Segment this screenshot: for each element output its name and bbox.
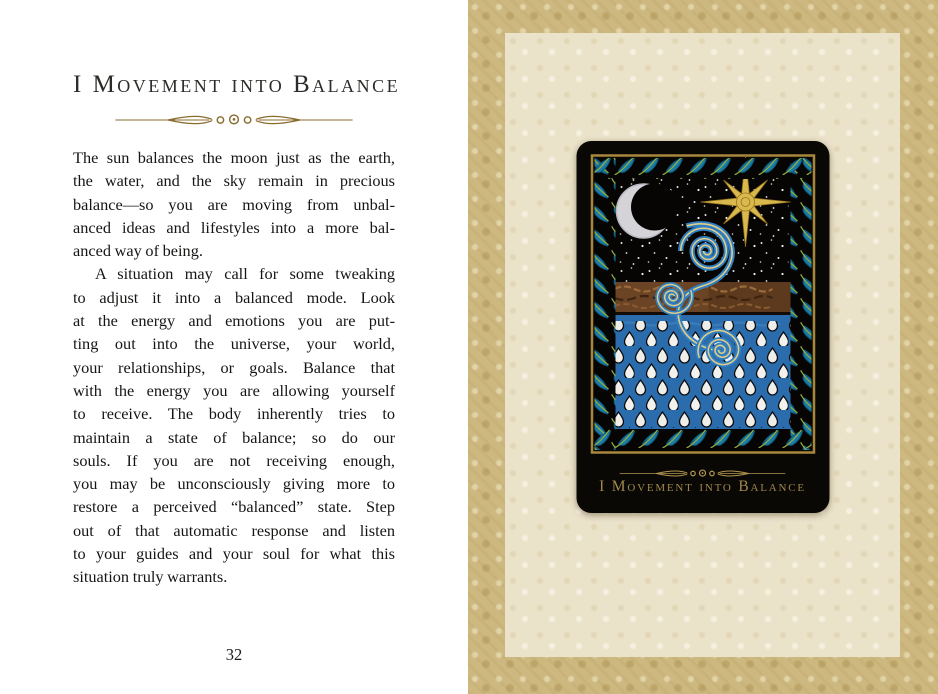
text-line: maintain a state of balance; so do our	[73, 427, 395, 447]
text-line: to receive. The body inherently tries to	[73, 404, 395, 424]
water-band	[610, 315, 795, 430]
left-page	[0, 0, 468, 694]
text-line: anced ideas and lifestyles into a more bal-	[73, 217, 395, 237]
card-illustration	[590, 154, 815, 454]
text-line: ting out into the universe, your world,	[73, 334, 395, 354]
page-inner-panel	[505, 33, 900, 657]
text-line: A situation may call for some tweaking	[95, 264, 395, 284]
text-line: situation truly warrants.	[73, 567, 228, 587]
text-line: with the energy you are allowing yourself	[73, 380, 395, 400]
chapter-heading: I Movement into Balance	[73, 71, 401, 98]
text-line: out of that automatic response and listen	[73, 520, 395, 540]
flourish-divider-icon	[108, 112, 360, 128]
oracle-card	[576, 141, 829, 513]
text-line: balance—so you are moving from unbal-	[73, 194, 395, 214]
text-line: your relationships, or goals. Balance that	[73, 357, 395, 377]
text-line: souls. If you are not receiving enough,	[73, 450, 395, 470]
card-title: I Movement into Balance	[599, 478, 806, 495]
right-page	[468, 0, 938, 694]
text-line: to your guides and your soul for what this	[73, 544, 395, 564]
text-line: the water, and the sky remain in precious	[73, 171, 395, 191]
text-line: at the energy and emotions you are put-	[73, 311, 395, 331]
text-line: anced way of being.	[73, 241, 203, 261]
text-line: to adjust it into a balanced mode. Look	[73, 287, 395, 307]
paragraph	[73, 146, 395, 262]
text-line: you may be unconsciously giving more to	[73, 474, 395, 494]
paragraph	[73, 262, 395, 588]
text-line: restore a perceived “balanced” state. Step	[73, 497, 395, 517]
body-text	[73, 146, 395, 589]
text-line: The sun balances the moon just as the earth,	[73, 148, 395, 167]
page-number: 32	[225, 645, 243, 664]
